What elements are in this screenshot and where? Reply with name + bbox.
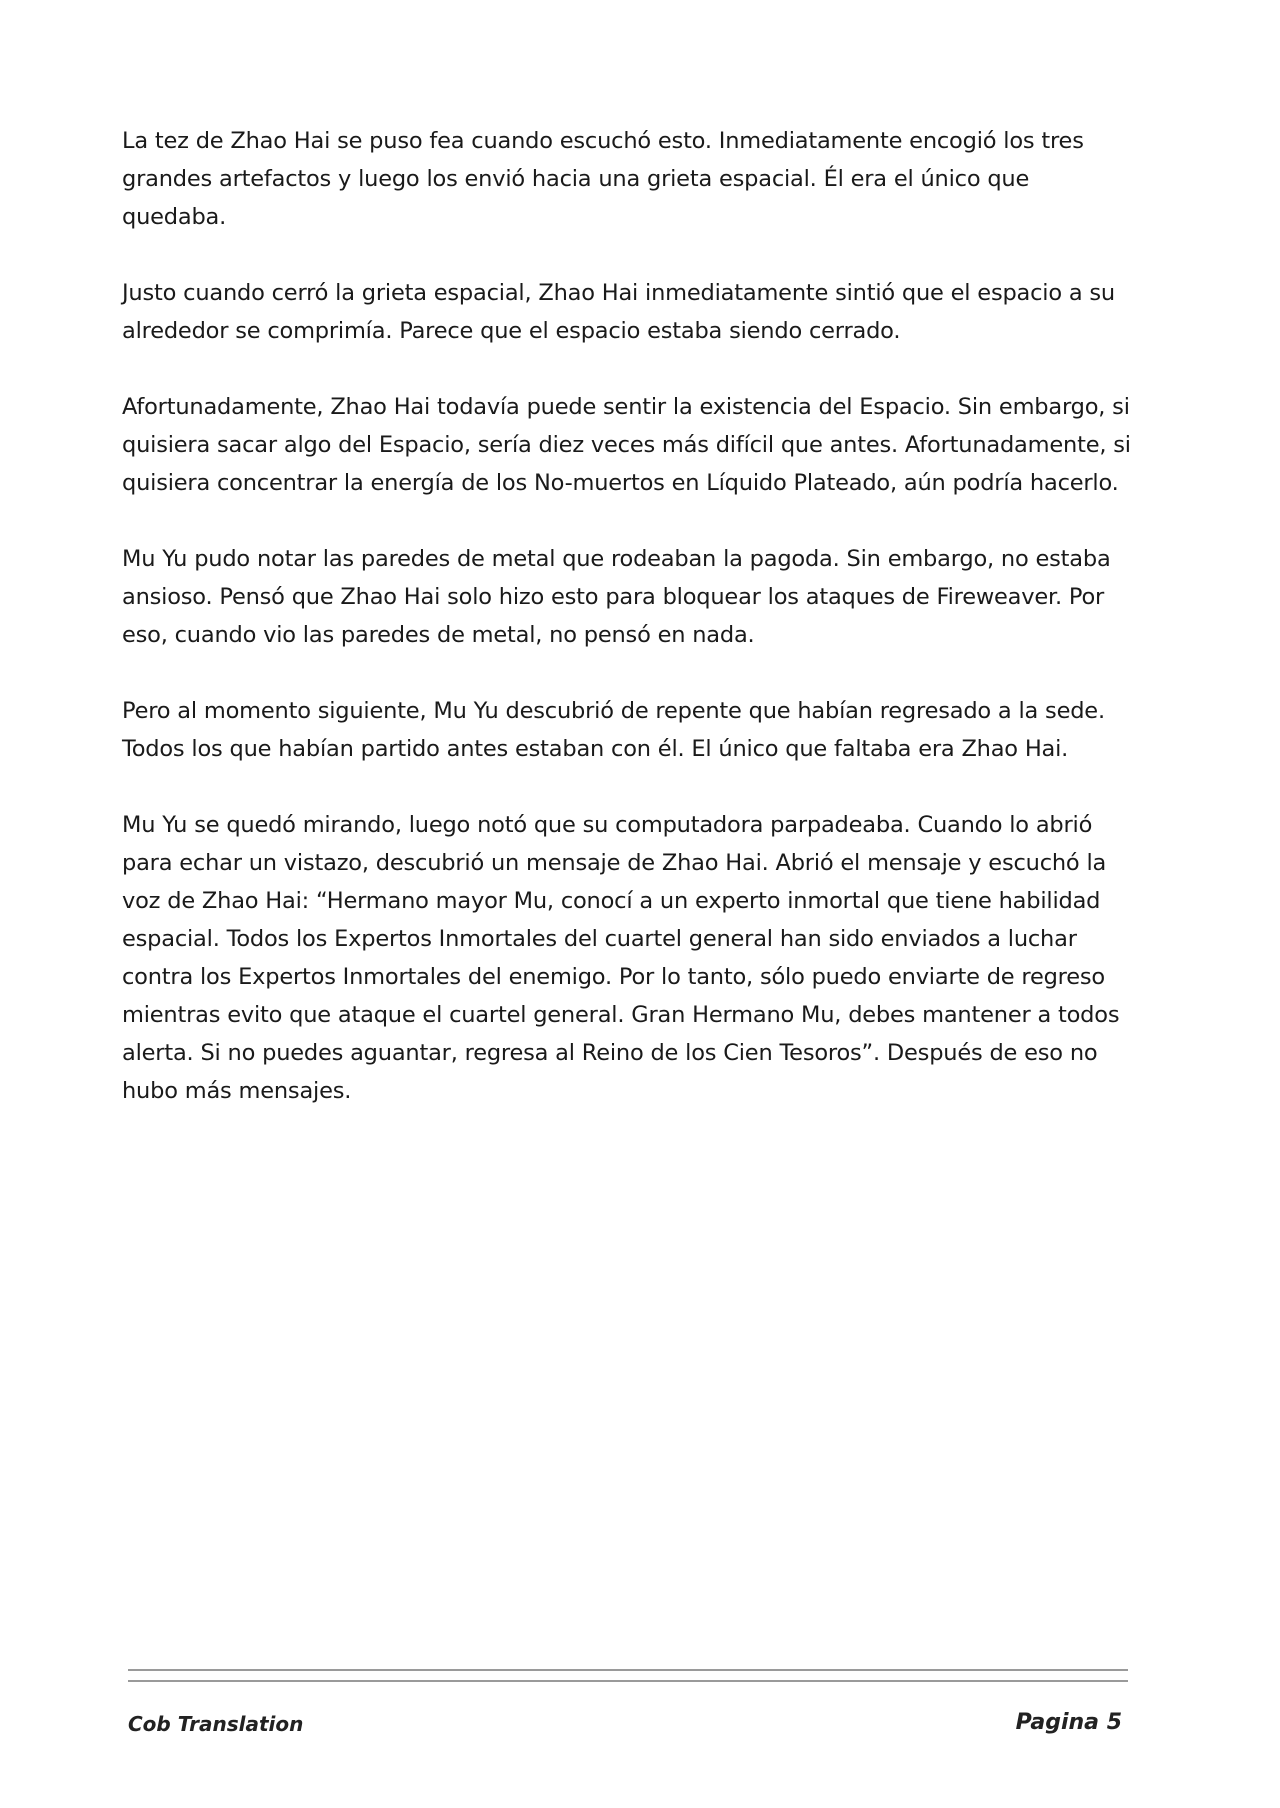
paragraph-3: Afortunadamente, Zhao Hai todavía puede sentir la existencia del Espacio. Sin embargo, si quisiera sacar algo del Espacio, sería diez veces más difícil que antes. Afortunadamente, si quisiera concentrar la energía de los No-muertos en Líquido Plateado, aún podría hacerlo. <box>122 394 1131 496</box>
footer-divider-top <box>128 1669 1128 1671</box>
paragraph-4: Mu Yu pudo notar las paredes de metal que rodeaban la pagoda. Sin embargo, no estaba ansioso. Pensó que Zhao Hai solo hizo esto para bloquear los ataques de Fireweaver. Por eso, cuando vio las paredes de metal, no pensó en nada. <box>122 546 1111 648</box>
footer-divider-bottom <box>128 1680 1128 1682</box>
paragraph-6: Mu Yu se quedó mirando, luego notó que su computadora parpadeaba. Cuando lo abrió para echar un vistazo, descubrió un mensaje de Zhao Hai. Abrió el mensaje y escuchó la voz de Zhao Hai: “Hermano mayor Mu, conocí a un experto inmortal que tiene habilidad espacial. Todos los Expertos Inmortales del cuartel general han sido enviados a luchar contra los Expertos Inmortales del enemigo. Por lo tanto, sólo puedo enviarte de regreso mientras evito que ataque el cuartel general. Gran Hermano Mu, debes mantener a todos alerta. Si no puedes aguantar, regresa al Reino de los Cien Tesoros”. Después de eso no hubo más mensajes. <box>122 812 1120 1104</box>
paragraph-1: La tez de Zhao Hai se puso fea cuando escuchó esto. Inmediatamente encogió los tres grandes artefactos y luego los envió hacia una grieta espacial. Él era el único que quedaba. <box>122 128 1084 230</box>
footer-page-number: Pagina 5 <box>1015 1710 1122 1735</box>
footer-translator-credit: Cob Translation <box>128 1712 304 1736</box>
paragraph-5: Pero al momento siguiente, Mu Yu descubrió de repente que habían regresado a la sede. Todos los que habían partido antes estaban con él. El único que faltaba era Zhao Hai. <box>122 698 1105 762</box>
body-text <box>122 122 1132 1148</box>
paragraph-2: Justo cuando cerró la grieta espacial, Zhao Hai inmediatamente sintió que el espacio a su alrededor se comprimía. Parece que el espacio estaba siendo cerrado. <box>122 280 1115 344</box>
